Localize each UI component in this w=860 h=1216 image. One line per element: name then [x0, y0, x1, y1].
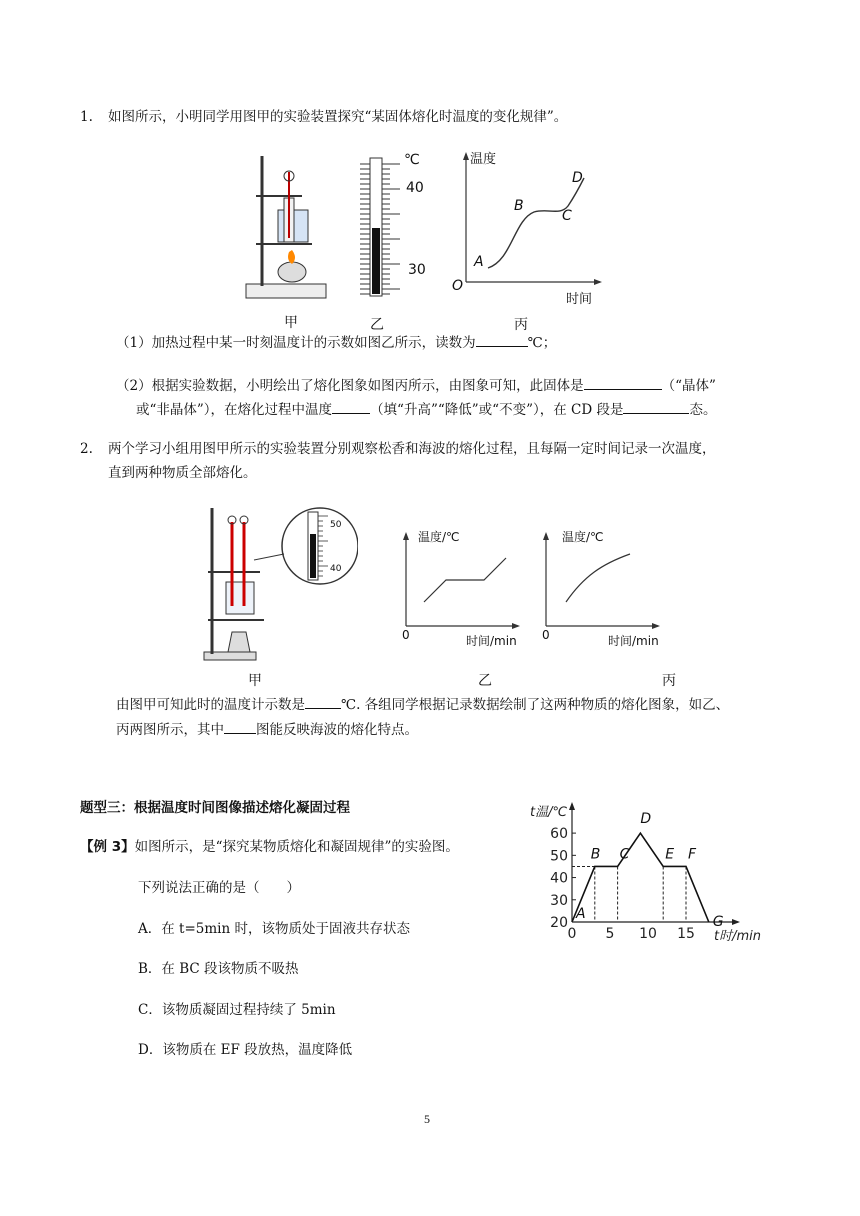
- q1-fig-label-jia: 甲: [284, 315, 298, 331]
- ytick-label: 20: [550, 915, 568, 931]
- q2-answer-text-b: ℃. 各组同学根据记录数据绘制了这两种物质的熔化图象，如乙、: [341, 697, 730, 713]
- q1-graph-ylabel: 温度: [470, 152, 497, 167]
- q1-sub2-text-a: （2）根据实验数据，小明绘出了熔化图象如图丙所示，由图象可知，此固体是: [116, 378, 584, 394]
- point-label-b: B: [590, 846, 601, 863]
- q2-answer-text-a: 由图甲可知此时的温度计示数是: [116, 697, 305, 713]
- q1-sub2-text-c: 或“非晶体”），在熔化过程中温度: [136, 402, 333, 418]
- q1-sub2-blank-temp[interactable]: [332, 399, 370, 414]
- q1-point-b: B: [514, 198, 524, 214]
- q2-fig-label-yi: 乙: [478, 673, 492, 689]
- q1-apparatus-figure: [242, 152, 330, 304]
- q2-fig-label-bing: 丙: [662, 673, 676, 689]
- q2-answer-line2: [116, 719, 418, 739]
- point-label-f: F: [688, 846, 697, 863]
- q1-point-c: C: [562, 208, 572, 224]
- q2-text-line1: 两个学习小组用图甲所示的实验装置分别观察松香和海波的熔化过程，且每隔一定时间记录一次温度，: [108, 441, 716, 457]
- xtick-label: 10: [639, 926, 657, 942]
- q2-answer-blank-temp[interactable]: [305, 694, 341, 709]
- q1-fig-label-bing: 丙: [514, 317, 528, 333]
- q2-yi-ylabel: 温度/℃: [418, 530, 460, 544]
- q2-bing-xlabel: 时间/min: [608, 634, 659, 648]
- q1-graph-xlabel: 时间: [566, 292, 593, 307]
- q1-thermo-unit: ℃: [404, 152, 420, 168]
- q2-number: 2.: [80, 441, 93, 457]
- page-number: 5: [424, 1112, 430, 1126]
- q2-fig-label-jia: 甲: [248, 673, 262, 689]
- q2-zoom-tick-50: 50: [330, 520, 342, 530]
- q1-point-d: D: [572, 170, 583, 186]
- point-label-a: A: [576, 906, 586, 922]
- q1-sub2-text-b: （“晶体”: [661, 378, 716, 394]
- q2-answer-text-d: 图能反映海波的熔化特点。: [256, 722, 418, 738]
- option-d[interactable]: D．该物质在 EF 段放热，温度降低: [138, 1042, 353, 1058]
- option-c[interactable]: C．该物质凝固过程持续了 5min: [138, 1002, 336, 1018]
- q1-point-a: A: [474, 254, 484, 270]
- q1-thermo-tick-40: 40: [406, 180, 424, 196]
- q1-sub2-text-d: （填“升高”“降低”或“不变”），在 CD 段是: [370, 402, 624, 418]
- point-label-g: G: [712, 914, 724, 930]
- q1-graph-origin: O: [452, 278, 464, 294]
- example3-tag: 【例 3】: [80, 839, 135, 855]
- q2-yi-xlabel: 时间/min: [466, 634, 517, 648]
- q2-bing-origin: 0: [542, 628, 550, 642]
- example3-line: [80, 838, 459, 856]
- q2-answer-line1: [116, 694, 729, 714]
- q1-sub2-blank-type[interactable]: [584, 375, 662, 390]
- q1-thermometer-figure: [350, 154, 434, 300]
- q2-bing-ylabel: 温度/℃: [562, 530, 604, 544]
- q2-answer-text-c: 丙两图所示，其中: [116, 722, 224, 738]
- q1-sub2-line1: [116, 375, 716, 395]
- q1-sub1-text: （1）加热过程中某一时刻温度计的示数如图乙所示，读数为: [116, 335, 476, 351]
- q1-sub2-text-e: 态。: [689, 402, 717, 418]
- q2-text-line2: 直到两种物质全部熔化。: [108, 465, 257, 481]
- q1-sub2-line2: [136, 399, 716, 419]
- q2-yi-origin: 0: [402, 628, 410, 642]
- option-a[interactable]: A．在 t=5min 时，该物质处于固液共存状态: [138, 921, 410, 937]
- y-axis-label: t温/℃: [530, 805, 568, 820]
- q2-graph-bing: [540, 530, 660, 632]
- x-axis-label: t时/min: [714, 929, 761, 944]
- q1-thermo-tick-30: 30: [408, 262, 426, 278]
- q2-answer-blank-graph[interactable]: [224, 719, 256, 734]
- q1-sub1: [116, 332, 556, 352]
- xtick-label: 5: [605, 926, 615, 942]
- q1-text: 如图所示，小明同学用图甲的实验装置探究“某固体熔化时温度的变化规律”。: [108, 109, 568, 125]
- example3-text: 如图所示，是“探究某物质熔化和凝固规律”的实验图。: [134, 839, 459, 855]
- point-label-e: E: [665, 846, 675, 863]
- point-label-d: D: [640, 811, 652, 828]
- q2-graph-yi: [400, 530, 520, 632]
- section3-heading: 题型三：根据温度时间图像描述熔化凝固过程: [80, 800, 350, 816]
- example3-temperature-chart: [528, 800, 768, 950]
- ytick-label: 60: [550, 826, 568, 843]
- ytick-label: 50: [550, 848, 568, 865]
- example3-prompt: 下列说法正确的是（ ）: [138, 880, 300, 896]
- point-label-c: C: [619, 846, 630, 863]
- ytick-label: 30: [550, 892, 568, 909]
- q2-zoom-tick-40: 40: [330, 564, 342, 574]
- xtick-label: 0: [567, 926, 577, 942]
- q1-fig-label-yi: 乙: [370, 317, 384, 333]
- option-b[interactable]: B．在 BC 段该物质不吸热: [138, 961, 299, 977]
- q1-sub1-unit: ℃；: [527, 335, 557, 351]
- xtick-label: 15: [677, 926, 695, 942]
- q1-number: 1.: [80, 109, 93, 125]
- q1-sub1-blank[interactable]: [476, 332, 528, 347]
- ytick-label: 40: [550, 870, 568, 887]
- q1-sub2-blank-state[interactable]: [623, 399, 689, 414]
